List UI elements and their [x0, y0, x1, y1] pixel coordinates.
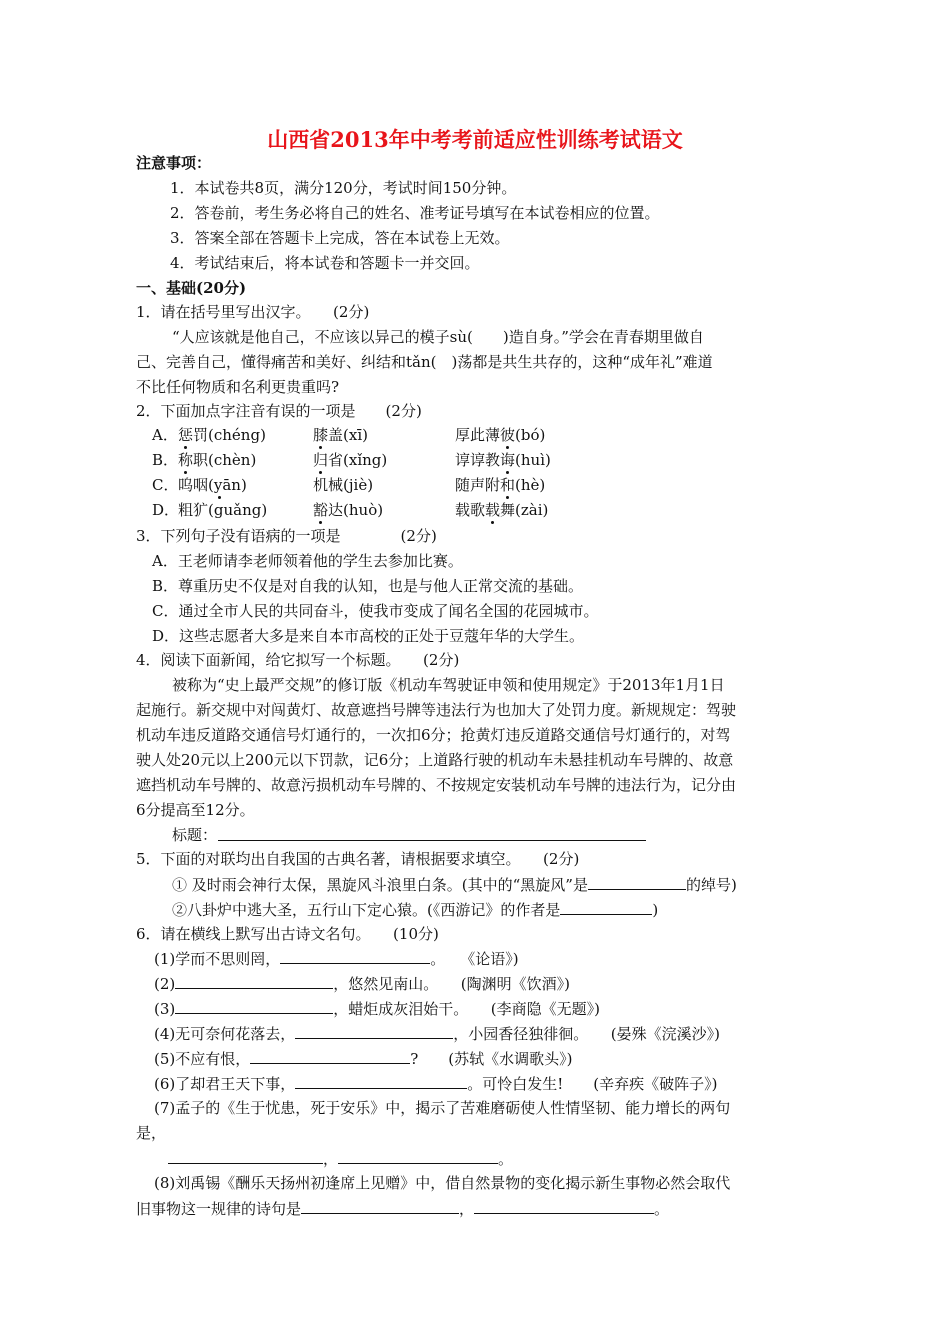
option-choice — [178, 425, 266, 445]
plain-char: 粗 — [178, 501, 194, 519]
title-answer-label: 标题： — [172, 826, 218, 844]
news-text: 被称为“史上最严交规”的修订版《机动车驾驶证申领和使用规定》于2013年1月1日 — [172, 676, 725, 694]
poem-text: (8)刘禹锡《酬乐天扬州初逢席上见赠》中，借自然景物的变化揭示新生事物必然会取代 — [154, 1174, 731, 1192]
question-2-stem: 2．下面加点字注音有误的一项是 (2分) — [136, 402, 422, 420]
question-3-stem: 3．下列句子没有语病的一项是 (2分) — [136, 527, 437, 545]
poem-text: ，小园香径独徘徊。 (晏殊《浣溪沙》) — [453, 1025, 720, 1043]
couplet-item — [172, 899, 658, 920]
answer-blank[interactable] — [175, 973, 333, 989]
couplet-text: ① 及时雨会神行太保，黑旋风斗浪里白条。(其中的“黑旋风”是 — [172, 876, 588, 894]
poem-item — [154, 1073, 717, 1094]
pinyin: 犷(guǎng) — [193, 501, 268, 519]
news-text: 遮挡机动车号牌的、故意污损机动车号牌的、不按规定安装机动车号牌的违法行为，记分由 — [136, 776, 737, 794]
poem-text: ，蜡炬成灰泪始干。 (李商隐《无题》) — [333, 1000, 600, 1018]
option-text: A．王老师请李老师领着他的学生去参加比赛。 — [152, 552, 463, 570]
answer-blank[interactable] — [175, 998, 333, 1014]
pinyin: 罚(chéng) — [193, 426, 266, 444]
poem-text: 。 《论语》) — [430, 950, 519, 968]
answer-blank[interactable] — [338, 1148, 498, 1164]
poem-text: (1)学而不思则罔， — [154, 950, 281, 968]
poem-text: 。可怜白发生! (辛弃疾《破阵子》) — [467, 1075, 718, 1093]
dotted-char: 膝 — [313, 426, 329, 444]
answer-blank[interactable] — [295, 1073, 467, 1089]
pinyin: 职(chèn) — [193, 451, 257, 469]
pinyin: (bó) — [515, 426, 546, 444]
idiom-part: 随声附 — [455, 476, 501, 494]
option-choice — [455, 475, 545, 495]
poem-item — [154, 1023, 720, 1044]
option-choice — [313, 425, 368, 445]
poem-text: 。 — [654, 1200, 670, 1218]
couplet-text: 的绰号) — [685, 876, 737, 894]
poem-text: (6)了却君王天下事， — [154, 1075, 296, 1093]
dotted-char: 彼 — [500, 426, 516, 444]
option-choice — [455, 450, 551, 470]
pinyin: 咽(yān) — [193, 476, 247, 494]
title-answer-line[interactable] — [218, 840, 646, 841]
answer-blank[interactable] — [295, 1023, 453, 1039]
poem-text: ， — [323, 1150, 339, 1168]
notice-item: 4．考试结束后，将本试卷和答题卡一并交回。 — [170, 254, 480, 272]
dotted-char: 惩 — [178, 426, 194, 444]
option-choice — [313, 500, 383, 520]
answer-blank[interactable] — [280, 948, 430, 964]
dotted-char: 归 — [313, 451, 329, 469]
dotted-char: 诲 — [500, 451, 516, 469]
answer-blank[interactable] — [588, 874, 686, 890]
dotted-char: 豁 — [313, 501, 329, 519]
option-choice — [313, 475, 373, 495]
dotted-char: 载 — [485, 501, 501, 519]
poem-text: (2) — [154, 975, 176, 993]
dotted-char — [193, 475, 247, 495]
pinyin: 舞(zài) — [500, 501, 549, 519]
question-1-text: 不比任何物质和名利更贵重吗? — [136, 378, 340, 396]
question-5-stem: 5．下面的对联均出自我国的古典名著，请根据要求填空。 (2分) — [136, 850, 580, 868]
option-label: B． — [152, 451, 179, 469]
option-choice — [178, 475, 247, 495]
dotted-char: 称 — [178, 451, 194, 469]
poem-item — [154, 973, 570, 994]
poem-item — [154, 998, 600, 1019]
question-1-stem: 1．请在括号里写出汉字。 (2分) — [136, 303, 370, 321]
plain-char: 机 — [313, 476, 329, 494]
news-text: 驶人处20元以上200元以下罚款，记6分；上道路行驶的机动车未悬挂机动车号牌的、故意 — [136, 751, 734, 769]
question-1-text: “人应该就是他自己，不应该以异己的模子sù( )造自身。”学会在青春期里做自 — [172, 328, 704, 346]
couplet-text: ②八卦炉中逃大圣，五行山下定心猿。(《西游记》的作者是 — [172, 901, 561, 919]
news-text: 6分提高至12分。 — [136, 801, 255, 819]
plain-char: 呜 — [178, 476, 194, 494]
poem-text: ，悠然见南山。 (陶渊明《饮酒》) — [333, 975, 570, 993]
option-label: A． — [152, 426, 178, 444]
option-text: D．这些志愿者大多是来自本市高校的正处于豆蔻年华的大学生。 — [152, 627, 585, 645]
question-1-text: 己、完善自己，懂得痛苦和美好、纠结和tǎn( )荡都是共生共存的，这种“成年礼”难道 — [136, 353, 713, 371]
answer-blank[interactable] — [250, 1048, 410, 1064]
poem-text: (5)不应有恨， — [154, 1050, 251, 1068]
exam-title: 山西省2013年中考考前适应性训练考试语文 — [267, 127, 683, 152]
idiom-part: 载歌 — [455, 501, 486, 519]
poem-text: ， — [459, 1200, 475, 1218]
poem-item — [168, 1148, 513, 1169]
pinyin: 械(jiè) — [328, 476, 374, 494]
notice-item: 3．答案全部在答题卡上完成，答在本试卷上无效。 — [170, 229, 510, 247]
option-choice — [455, 500, 548, 520]
answer-blank[interactable] — [560, 899, 652, 915]
poem-text: (4)无可奈何花落去， — [154, 1025, 296, 1043]
answer-blank[interactable] — [168, 1148, 323, 1164]
poem-text: (3) — [154, 1000, 176, 1018]
option-label: C． — [152, 476, 179, 494]
pinyin: 盖(xī) — [328, 426, 368, 444]
notice-item: 2．答卷前，考生务必将自己的姓名、准考证号填写在本试卷相应的位置。 — [170, 204, 660, 222]
option-choice — [178, 450, 256, 470]
option-choice — [313, 450, 387, 470]
notice-item: 1．本试卷共8页，满分120分，考试时间150分钟。 — [170, 179, 517, 197]
section-heading: 一、基础(20分) — [136, 279, 247, 297]
answer-blank[interactable] — [301, 1198, 459, 1214]
notice-heading: 注意事项： — [136, 154, 212, 172]
question-4-stem: 4．阅读下面新闻，给它拟写一个标题。 (2分) — [136, 651, 460, 669]
pinyin: 省(xǐng) — [328, 451, 388, 469]
pinyin: (huì) — [515, 451, 551, 469]
option-choice — [178, 500, 267, 520]
dotted-char: 和 — [500, 476, 516, 494]
poem-item — [154, 1048, 573, 1069]
news-text: 机动车违反道路交通信号灯通行的，一次扣6分；抢黄灯违反道路交通信号灯通行的，对驾 — [136, 726, 731, 744]
answer-blank[interactable] — [474, 1198, 654, 1214]
news-text: 起施行。新交规中对闯黄灯、故意遮挡号牌等违法行为也加大了处罚力度。新规规定：驾驶 — [136, 701, 737, 719]
option-text: B．尊重历史不仅是对自我的认知，也是与他人正常交流的基础。 — [152, 577, 584, 595]
poem-item — [136, 1198, 669, 1219]
poem-text: 是， — [136, 1124, 167, 1142]
poem-item — [154, 948, 519, 969]
question-6-stem: 6．请在横线上默写出古诗文名句。 (10分) — [136, 925, 439, 943]
option-text: C．通过全市人民的共同奋斗，使我市变成了闻名全国的花园城市。 — [152, 602, 599, 620]
couplet-item — [172, 874, 737, 895]
idiom-part: 厚此薄 — [455, 426, 501, 444]
option-choice — [455, 425, 545, 445]
poem-text: 旧事物这一规律的诗句是 — [136, 1200, 302, 1218]
pinyin: (hè) — [515, 476, 546, 494]
couplet-text: ) — [652, 901, 659, 919]
idiom-part: 谆谆教 — [455, 451, 501, 469]
poem-text: ? (苏轼《水调歌头》) — [410, 1050, 573, 1068]
option-label: D． — [152, 501, 180, 519]
pinyin: 达(huò) — [328, 501, 384, 519]
poem-text: 。 — [498, 1150, 514, 1168]
poem-text: (7)孟子的《生于忧患，死于安乐》中，揭示了苦难磨砺使人性情坚韧、能力增长的两句 — [154, 1099, 731, 1117]
